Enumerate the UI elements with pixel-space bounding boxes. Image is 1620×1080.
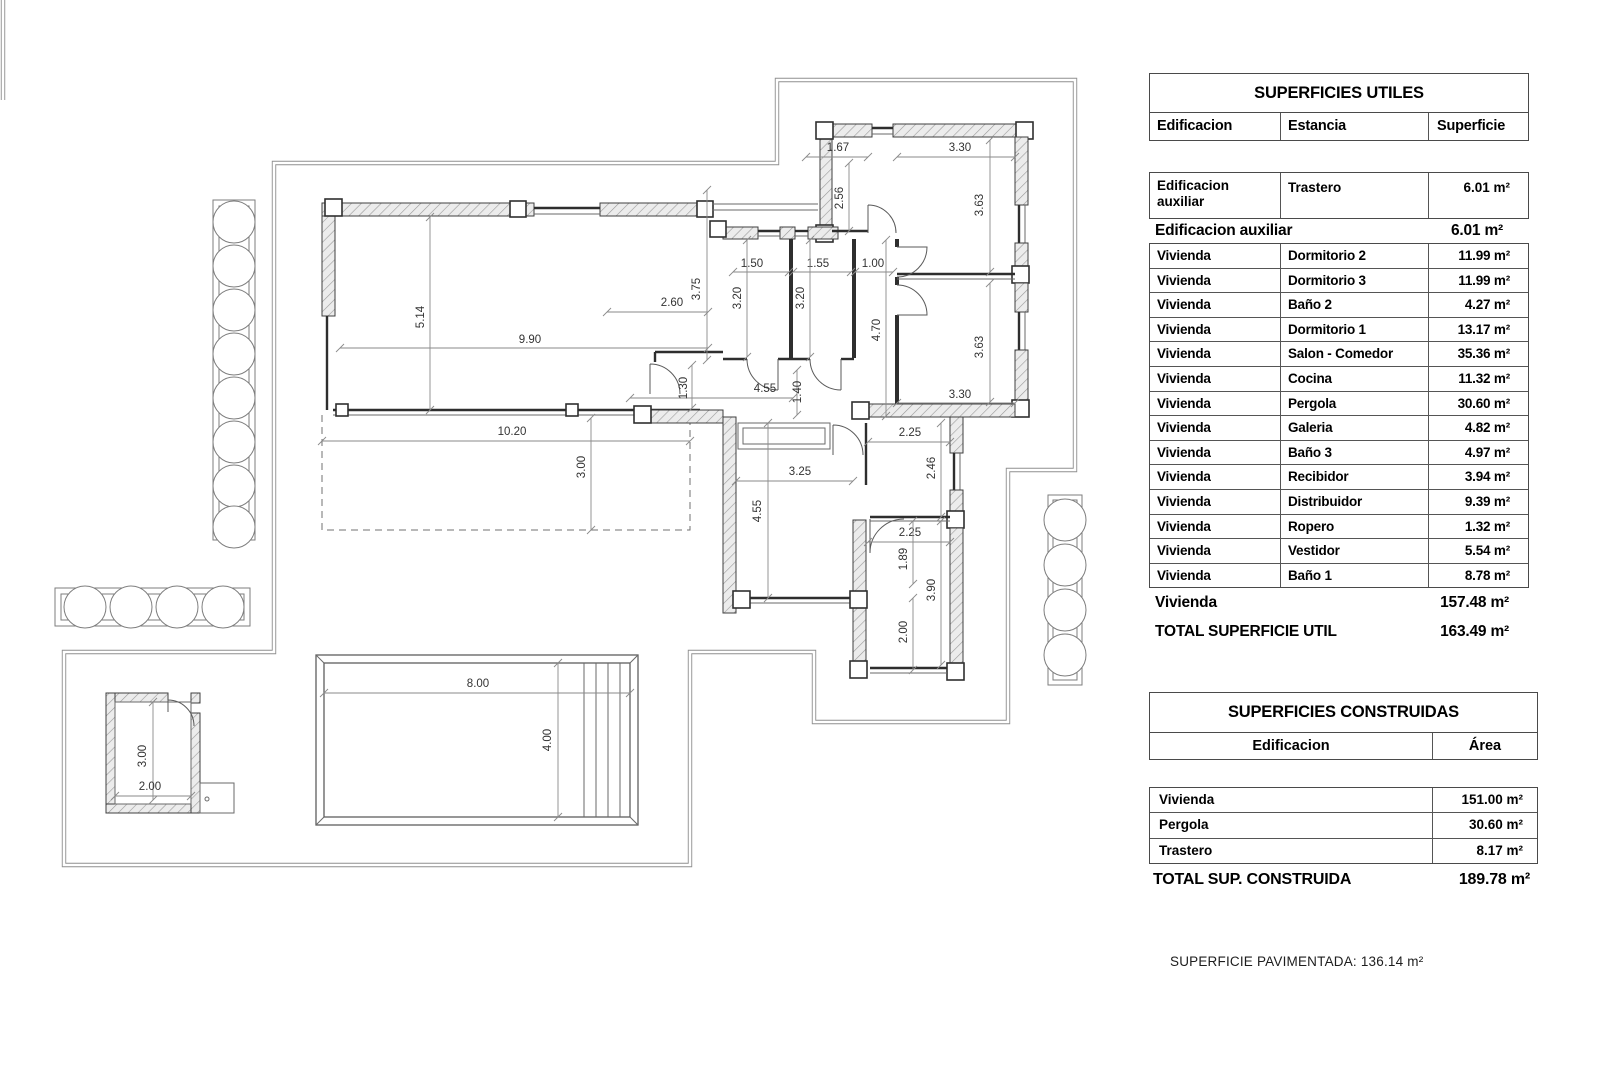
dimension-label: 3.00 [137,744,149,768]
dimension-label: 1.55 [806,258,830,270]
total-value: 163.49 m² [1440,623,1509,641]
dimension-label: 9.90 [518,334,542,346]
dimension-label: 2.25 [898,527,922,539]
dimension-label: 3.25 [788,466,812,478]
table-row: Vivienda Baño 2 4.27 m² [1150,292,1528,317]
subtotal-vivienda-row [1149,588,1529,617]
bottom-left-planter [55,586,250,628]
dimension-label: 1.67 [826,142,850,154]
total-util-row [1149,617,1529,646]
dimension-label: 3.75 [691,277,703,301]
dimension-label: 3.30 [948,389,972,401]
table-row: Vivienda Recibidor 3.94 m² [1150,464,1528,489]
table-row: Vivienda Baño 1 8.78 m² [1150,563,1528,588]
total-value: 189.78 m² [1458,870,1530,888]
subtotal-label: Vivienda [1155,594,1217,612]
table-row: Vivienda Salon - Comedor 35.36 m² [1150,341,1528,366]
dimension-label: 3.63 [974,335,986,359]
column-header: Superficie [1437,118,1506,134]
table-row: Vivienda Vestidor 5.54 m² [1150,538,1528,563]
table-row: Vivienda Dormitorio 1 13.17 m² [1150,317,1528,342]
table-row: Vivienda Distribuidor 9.39 m² [1150,489,1528,514]
table-row: Vivienda Dormitorio 3 11.99 m² [1150,268,1528,293]
dimension-label: 8.00 [466,678,490,690]
dimension-label: 3.90 [926,578,938,602]
column-header: Estancia [1281,113,1429,140]
right-planter [1044,495,1086,685]
dimension-label: 2.60 [660,297,684,309]
table-header-box [1149,73,1529,141]
table-row: Vivienda 151.00 m² [1150,788,1537,812]
dimension-label: 4.55 [753,383,777,395]
dimension-label: 1.50 [740,258,764,270]
subtotal-value: 6.01 m² [1450,222,1503,239]
dimension-label: 1.40 [792,380,804,404]
table-row [1150,173,1528,218]
subtotal-label: Edificacion auxiliar [1155,222,1293,239]
cell-edificacion: Edificacion auxiliar [1150,173,1281,218]
dimension-label: 5.14 [415,305,427,329]
dimension-label: 1.30 [678,376,690,400]
dimension-label: 2.00 [898,620,910,644]
table-row: Vivienda Pergola 30.60 m² [1150,391,1528,416]
aux-row-box [1149,172,1529,219]
column-header: Edificacion [1150,733,1433,759]
table-row: Pergola 30.60 m² [1150,812,1537,837]
table-row: Vivienda Cocina 11.32 m² [1150,366,1528,391]
dimension-label: 2.00 [138,781,162,793]
column-header: Edificacion [1150,113,1281,140]
pergola [322,199,818,530]
construidas-rows-box [1149,787,1538,864]
paved-surface-footnote: SUPERFICIE PAVIMENTADA: 136.14 m² [1170,954,1424,969]
table-row: Vivienda Dormitorio 2 11.99 m² [1150,244,1528,268]
table-row: Vivienda Ropero 1.32 m² [1150,514,1528,539]
dimension-label: 4.70 [871,318,883,342]
subtotal-aux-row [1149,219,1529,243]
total-label: TOTAL SUP. CONSTRUIDA [1153,870,1352,888]
trastero-building [106,693,234,813]
dimension-label: 3.20 [795,286,807,310]
dimension-label: 3.00 [576,455,588,479]
table-title: SUPERFICIES CONSTRUIDAS [1150,693,1537,733]
superficies-utiles-table [1149,73,1529,646]
table-row: Vivienda Baño 3 4.97 m² [1150,440,1528,465]
dimension-label: 2.46 [926,456,938,480]
superficies-construidas-table [1149,692,1538,896]
total-label: TOTAL SUPERFICIE UTIL [1155,623,1337,641]
table-header-box [1149,692,1538,760]
subtotal-value: 157.48 m² [1440,594,1509,612]
dimension-label: 2.56 [834,186,846,210]
total-construida-row [1149,864,1538,896]
dimension-label: 10.20 [497,426,527,438]
dimension-label: 3.63 [974,193,986,217]
dimension-label: 4.00 [542,728,554,752]
dimension-label: 1.00 [861,258,885,270]
vivienda-rows-box [1149,243,1529,588]
left-planter [213,200,255,548]
table-header-row [1150,113,1528,140]
dimension-label: 3.20 [732,286,744,310]
table-header-row [1150,733,1537,759]
dimension-label: 2.25 [898,427,922,439]
table-row: Vivienda Galeria 4.82 m² [1150,415,1528,440]
table-title: SUPERFICIES UTILES [1150,74,1528,113]
cell-superficie: 6.01 m² [1463,180,1510,195]
cell-estancia: Trastero [1281,173,1429,218]
column-header: Área [1468,738,1502,754]
dimension-label: 4.55 [752,499,764,523]
dimension-label: 1.89 [898,547,910,571]
dimension-label: 3.30 [948,142,972,154]
table-row: Trastero 8.17 m² [1150,838,1537,863]
